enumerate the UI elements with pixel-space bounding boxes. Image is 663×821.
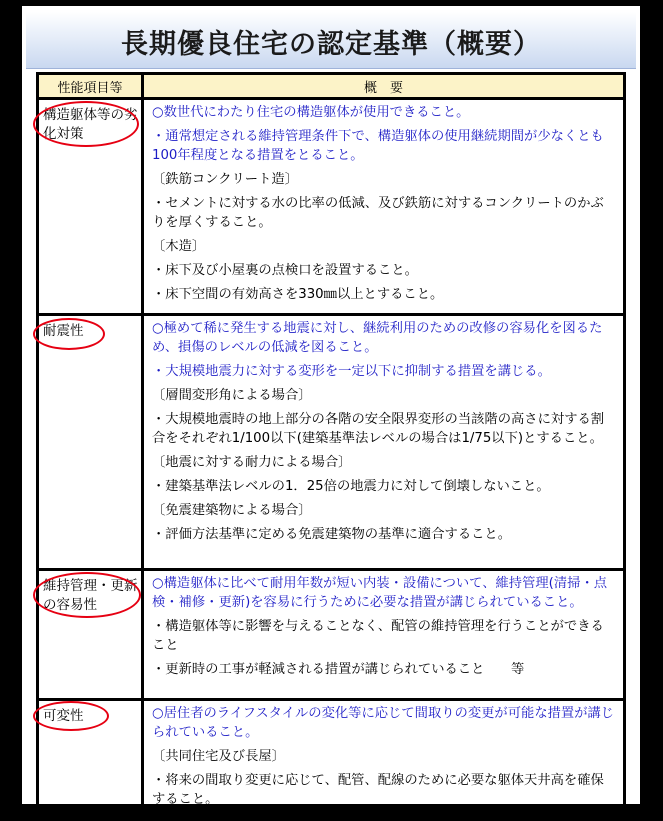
category-cell (38, 700, 143, 820)
column-header-summary: 概 要 (143, 74, 625, 99)
category-cell (38, 99, 143, 315)
summary-line: ○極めて稀に発生する地震に対し、継続利用のための改修の容易化を図るため、損傷のレベルの低減を図ること。 (152, 321, 603, 355)
summary-line: ・床下及び小屋裏の点検口を設置すること。 (152, 263, 418, 278)
page-title: 長期優良住宅の認定基準（概要） (121, 29, 541, 60)
summary-line: 〔地震に対する耐力による場合〕 (152, 455, 352, 470)
table-row (38, 99, 625, 315)
summary-cell (143, 570, 625, 700)
slide-sheet (22, 6, 640, 807)
column-header-category: 性能項目等 (38, 74, 143, 99)
summary-line: ○構造躯体に比べて耐用年数が短い内装・設備について、維持管理(清掃・点検・補修・更新)を容易に行うために必要な措置が講じられていること。 (152, 576, 608, 610)
red-circle-highlight (33, 701, 109, 731)
summary-line: 〔鉄筋コンクリート造〕 (152, 172, 298, 187)
summary-line: ・更新時の工事が軽減される措置が講じられていること 等 (152, 662, 525, 677)
summary-line: ○数世代にわたり住宅の構造躯体が使用できること。 (152, 105, 470, 120)
red-circle-highlight (33, 572, 141, 618)
summary-cell (143, 315, 625, 570)
summary-line: 〔層間変形角による場合〕 (152, 388, 312, 403)
summary-line: ・床下空間の有効高さを330㎜以上とすること。 (152, 287, 444, 302)
summary-line: ・通常想定される維持管理条件下で、構造躯体の使用継続期間が少なくとも100年程度となる措置をとること。 (152, 129, 604, 163)
red-circle-highlight (33, 318, 105, 350)
summary-line: 〔共同住宅及び長屋〕 (152, 749, 285, 764)
summary-line: ・構造躯体等に影響を与えることなく、配管の維持管理を行うことができること (152, 619, 604, 653)
category-cell (38, 570, 143, 700)
category-cell (38, 315, 143, 570)
table-row (38, 700, 625, 820)
summary-line: 〔木造〕 (152, 239, 206, 254)
summary-line: ・大規模地震力に対する変形を一定以下に抑制する措置を講じる。 (152, 364, 551, 379)
table-row (38, 315, 625, 570)
summary-cell (143, 700, 625, 820)
category-label: 可変性 (43, 708, 84, 724)
summary-line: ・大規模地震時の地上部分の各階の安全限界変形の当該階の高さに対する割合をそれぞれ1/100以下(建築基準法レベルの場合は1/75以下)とすること。 (152, 412, 605, 446)
summary-line: ・セメントに対する水の比率の低減、及び鉄筋に対するコンクリートのかぶりを厚くすること。 (152, 196, 604, 230)
summary-line: ・将来の間取り変更に応じて、配管、配線のために必要な躯体天井高を確保すること。 (152, 773, 604, 807)
red-circle-highlight (33, 101, 139, 147)
summary-cell (143, 99, 625, 315)
summary-line: ・建築基準法レベルの1．25倍の地震力に対して倒壊しないこと。 (152, 479, 550, 494)
summary-line: ○居住者のライフスタイルの変化等に応じて間取りの変更が可能な措置が講じられていること。 (152, 706, 615, 740)
criteria-table (36, 72, 626, 821)
table-header-row (38, 74, 625, 99)
category-label: 耐震性 (43, 323, 84, 339)
category-label: 構造躯体等の劣化対策 (43, 107, 138, 142)
table-row (38, 570, 625, 700)
summary-line: 〔免震建築物による場合〕 (152, 503, 312, 518)
category-label: 維持管理・更新の容易性 (43, 578, 138, 613)
title-banner (26, 12, 636, 69)
summary-line: ・評価方法基準に定める免震建築物の基準に適合すること。 (152, 527, 512, 542)
